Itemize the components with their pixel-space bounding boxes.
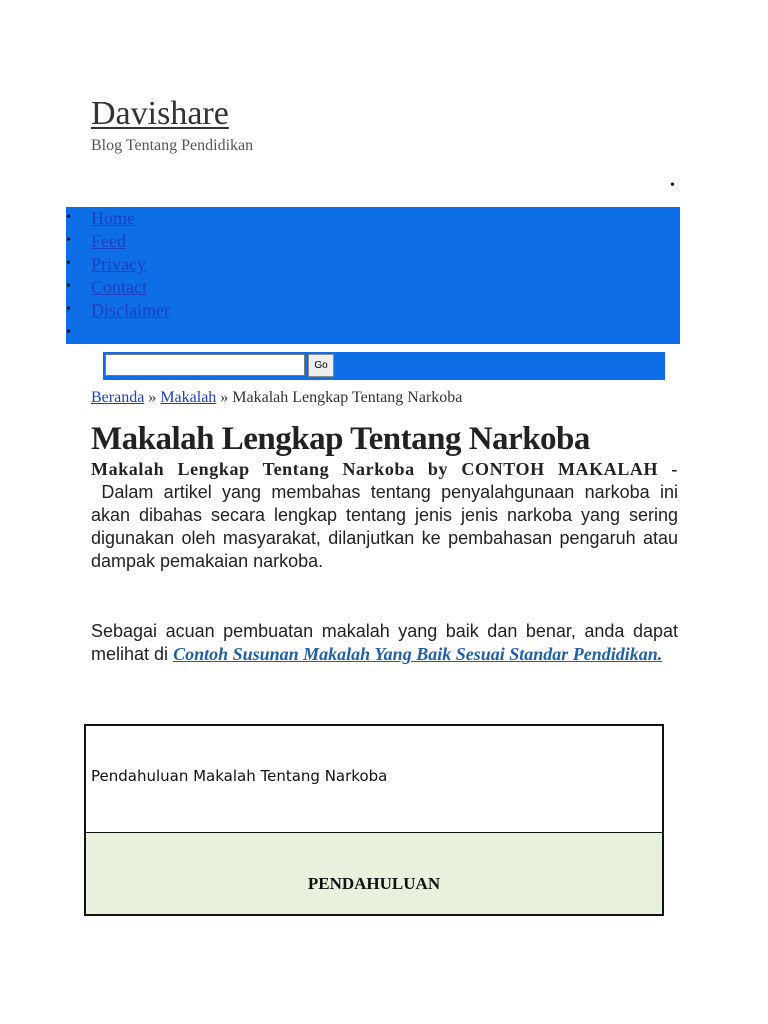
search-go-button[interactable]: Go xyxy=(308,354,334,377)
nav-item-disclaimer xyxy=(66,299,170,322)
table-section-cell xyxy=(86,833,662,914)
nav-link-disclaimer[interactable]: Disclaimer xyxy=(91,300,170,320)
breadcrumb-separator: » xyxy=(220,389,229,406)
breadcrumb-current: Makalah Lengkap Tentang Narkoba xyxy=(232,389,463,406)
nav-list xyxy=(66,207,170,345)
search-bar xyxy=(103,352,665,380)
breadcrumb-category[interactable]: Makalah xyxy=(160,389,217,406)
site-title[interactable]: Davishare xyxy=(91,95,229,132)
post-lead: Makalah Lengkap Tentang Narkoba by CONTOH MAKALAH - xyxy=(91,459,678,479)
nav-item-empty xyxy=(66,322,170,345)
nav-link-home[interactable]: Home xyxy=(91,208,135,228)
breadcrumb xyxy=(91,388,462,408)
post-intro-text: Dalam artikel yang membahas tentang penyalahgunaan narkoba ini akan dibahas secara lengkap tentang jenis jenis narkoba yang sering digunakan oleh masyarakat, dilanjutkan ke pembahasan pengaruh atau dampak pemakaian narkoba. xyxy=(91,482,678,571)
nav-item-feed xyxy=(66,230,170,253)
breadcrumb-separator: » xyxy=(148,389,157,406)
content-table xyxy=(84,724,664,916)
post-intro xyxy=(91,458,678,573)
reference-link[interactable]: Contoh Susunan Makalah Yang Baik Sesuai Standar Pendidikan. xyxy=(173,644,663,664)
post-title: Makalah Lengkap Tentang Narkoba xyxy=(91,421,590,457)
main-nav xyxy=(66,207,680,344)
nav-item-contact xyxy=(66,276,170,299)
nav-link-privacy[interactable]: Privacy xyxy=(91,254,146,274)
bullet-marker: • xyxy=(670,178,675,193)
section-heading: PENDAHULUAN xyxy=(307,874,441,893)
reference-text: Sebagai acuan pembuatan makalah yang baik dan benar, anda dapat melihat di xyxy=(91,621,678,664)
nav-item-privacy xyxy=(66,253,170,276)
table-header-cell xyxy=(86,726,662,833)
site-description: Blog Tentang Pendidikan xyxy=(91,137,254,154)
post-reference xyxy=(91,620,678,666)
search-input[interactable] xyxy=(105,354,305,376)
breadcrumb-home[interactable]: Beranda xyxy=(91,389,145,406)
table-header-text: Pendahuluan Makalah Tentang Narkoba xyxy=(91,767,388,785)
nav-link-feed[interactable]: Feed xyxy=(91,231,126,251)
nav-item-home xyxy=(66,207,170,230)
nav-link-contact[interactable]: Contact xyxy=(91,277,147,297)
